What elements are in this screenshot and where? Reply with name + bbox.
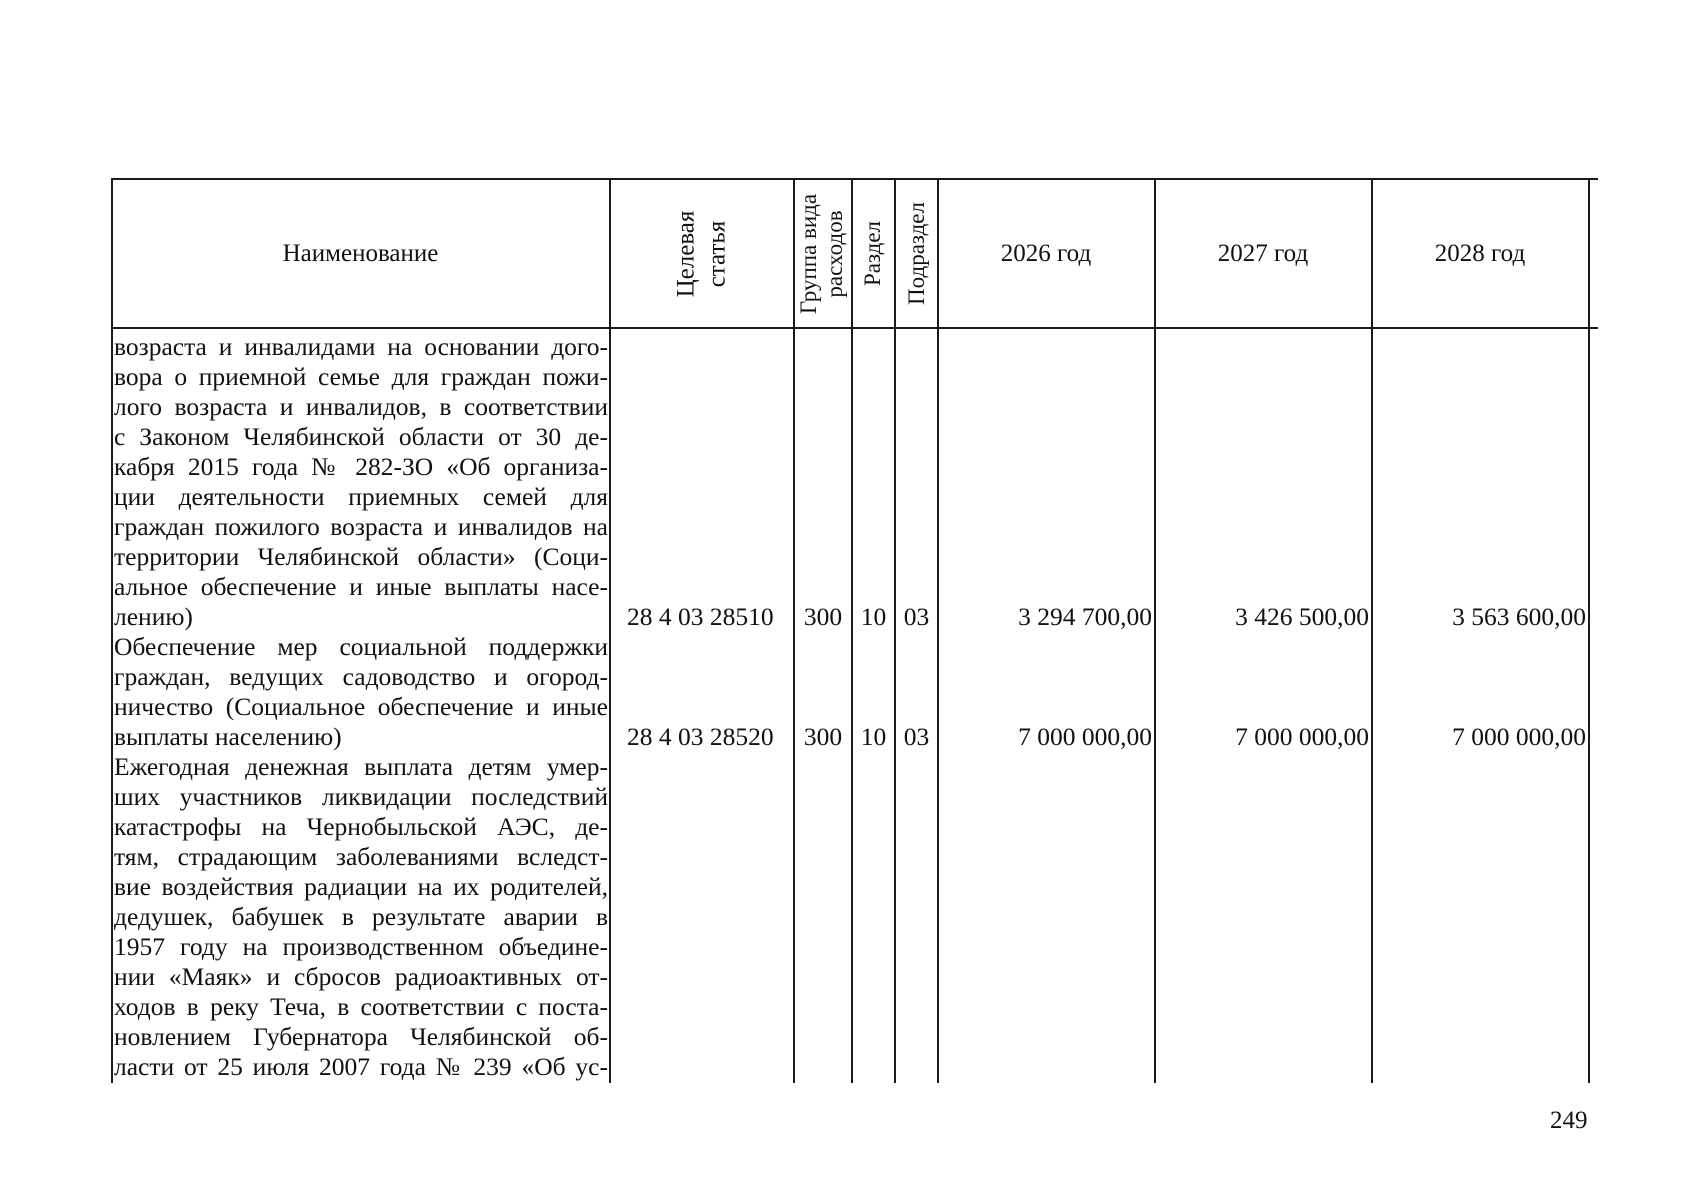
row-2-section: 10: [860, 722, 887, 751]
row-1-name-line: ции деятельности приемных семей для: [114, 482, 608, 511]
header-year-2026: 2026 год: [1000, 240, 1092, 267]
row-3-name-line: вие воздействия радиации на их родителей,: [114, 872, 608, 901]
row-2-subsection: 03: [903, 722, 930, 751]
row-1-target-article: 28 4 03 28510: [627, 602, 774, 631]
header-target-article-line1: Целевая: [672, 210, 700, 297]
row-2-year-2027: 7 000 000,00: [1235, 722, 1369, 751]
row-1-name-line: территории Челябинской области» (Соци-: [114, 542, 608, 571]
row-1-subsection: 03: [903, 602, 930, 631]
row-2-name: [114, 632, 608, 752]
header-expense-group: [794, 180, 851, 327]
row-1-year-2027: 3 426 500,00: [1235, 602, 1369, 631]
row-1-year-2026: 3 294 700,00: [1018, 602, 1152, 631]
header-name: Наименование: [282, 240, 439, 267]
row-3-name-line: тям, страдающим заболеваниями вследст-: [114, 842, 608, 871]
row-2-name-line: граждан, ведущих садоводство и огород-: [114, 662, 608, 691]
page-number: 249: [1550, 1107, 1588, 1134]
row-1-name-line: альное обеспечение и иные выплаты насе-: [114, 572, 608, 601]
table-right-border: [1588, 178, 1590, 1083]
header-bottom-border: [111, 327, 1598, 329]
row-1-name-line: с Законом Челябинской области от 30 де-: [114, 422, 608, 451]
row-1-name-line: вора о приемной семье для граждан пожи-: [114, 362, 608, 391]
row-3-name-line: 1957 году на производственном объедине-: [114, 932, 608, 961]
row-3-name-line: ших участников ликвидации последствий: [114, 782, 608, 811]
row-3-name-line: катастрофы на Чернобыльской АЭС, де-: [114, 812, 608, 841]
row-1-expense-group: 300: [803, 602, 843, 631]
row-2-target-article: 28 4 03 28520: [627, 722, 774, 751]
row-3-name-line: новлением Губернатора Челябинской об-: [114, 1022, 608, 1051]
row-1-name-line: лению): [114, 602, 193, 631]
row-1-name-line: граждан пожилого возраста и инвалидов на: [114, 512, 608, 541]
row-1-name-line: кабря 2015 года № 282-ЗО «Об организа-: [114, 452, 608, 481]
row-1-name: [114, 332, 608, 632]
row-2-year-2026: 7 000 000,00: [1018, 722, 1152, 751]
row-1-name-line: лого возраста и инвалидов, в соответствии: [114, 392, 608, 421]
header-section: [852, 180, 894, 327]
row-3-name-line: ласти от 25 июля 2007 года № 239 «Об ус-: [114, 1052, 608, 1081]
row-3-name-line: дедушек, бабушек в результате аварии в: [114, 902, 608, 931]
header-subsection-label: Подраздел: [903, 202, 929, 305]
row-2-name-line: выплаты населению): [114, 722, 342, 751]
row-2-year-2028: 7 000 000,00: [1452, 722, 1586, 751]
row-3-name-line: ходов в реку Теча, в соответствии с поста-: [114, 992, 608, 1021]
row-1-name-line: возраста и инвалидами на основании дого-: [114, 332, 608, 361]
row-3-name-line: нии «Маяк» и сбросов радиоактивных от-: [114, 962, 608, 991]
row-3-name: [114, 752, 608, 1082]
header-target-article: [610, 180, 793, 327]
row-2-name-line: Обеспечение мер социальной поддержки: [114, 632, 608, 661]
row-2-name-line: ничество (Социальное обеспечение и иные: [114, 692, 608, 721]
header-subsection: [895, 180, 937, 327]
row-3-name-line: Ежегодная денежная выплата детям умер-: [114, 752, 608, 781]
row-1-section: 10: [860, 602, 887, 631]
header-year-2027: 2027 год: [1217, 240, 1309, 267]
header-expense-group-line2: расходов: [822, 209, 848, 298]
header-year-2028: 2028 год: [1434, 240, 1526, 267]
header-target-article-line2: статья: [703, 220, 731, 287]
row-1-year-2028: 3 563 600,00: [1452, 602, 1586, 631]
header-section-label: Раздел: [860, 220, 886, 287]
header-expense-group-line1: Группа вида: [796, 193, 822, 314]
row-2-expense-group: 300: [803, 722, 843, 751]
